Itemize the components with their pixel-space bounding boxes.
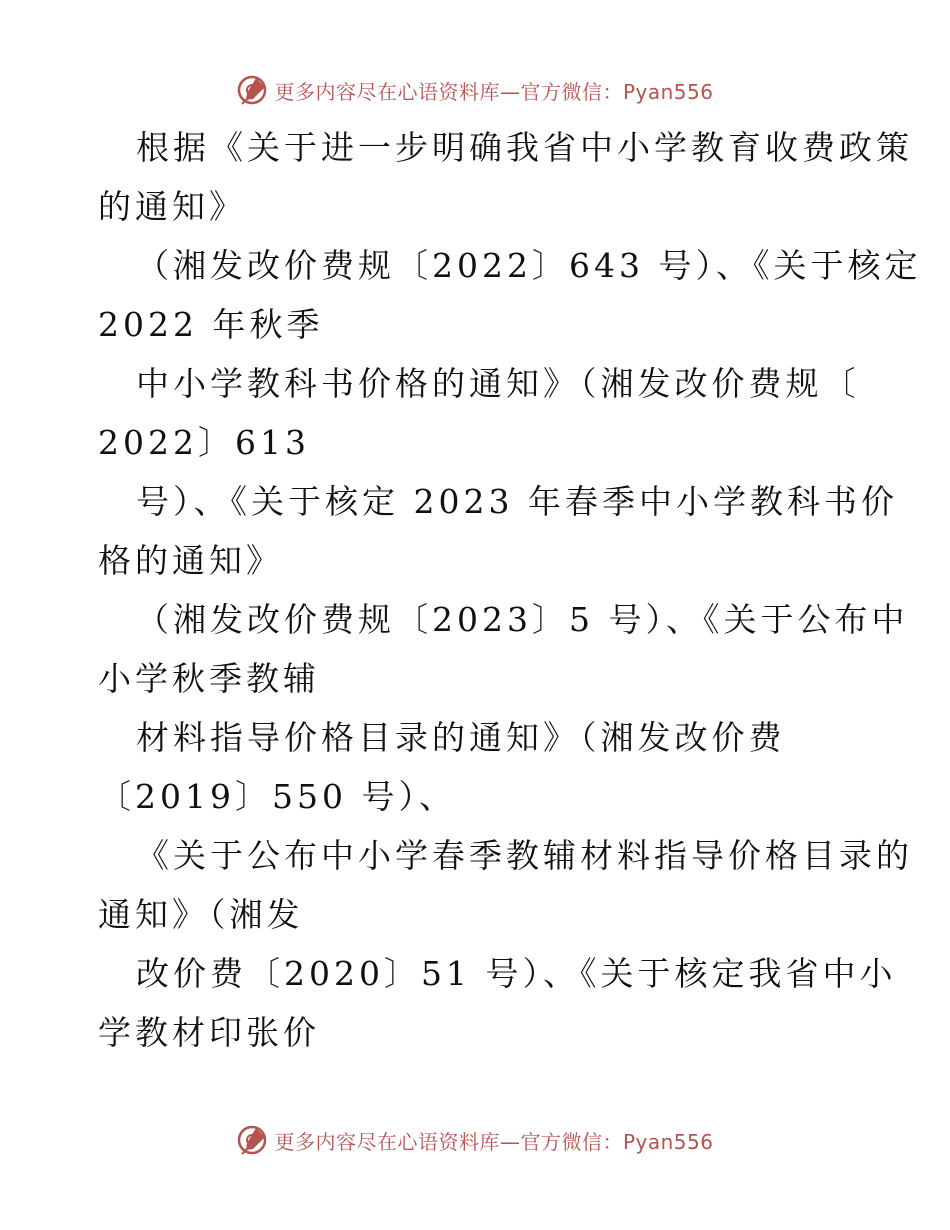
text-line: 材料指导价格目录的通知》（湘发改价费 xyxy=(136,718,786,757)
text-line: 改价费〔2020〕51 号）、《关于核定我省中小 xyxy=(136,954,897,993)
watermark-header xyxy=(0,70,950,110)
pen-circle-icon xyxy=(236,74,268,106)
text-line: 学教材印张价 xyxy=(98,1013,320,1052)
watermark-text: 更多内容尽在心语资料库—官方微信：Pyan556 xyxy=(274,79,714,104)
watermark-footer xyxy=(0,1120,950,1160)
pen-circle-icon xyxy=(236,1124,268,1156)
text-line: 通知》（湘发 xyxy=(98,895,304,934)
text-line: （湘发改价费规〔2023〕5 号）、《关于公布中 xyxy=(136,600,909,639)
text-line: 号）、《关于核定 2023 年春季中小学教科书价 xyxy=(136,482,898,521)
text-line: 的通知》 xyxy=(98,187,246,226)
text-line: 2022 年秋季 xyxy=(98,305,324,344)
text-line: 根据《关于进一步明确我省中小学教育收费政策 xyxy=(136,128,913,167)
text-line: 中小学教科书价格的通知》（湘发改价费规〔 xyxy=(136,364,860,403)
text-line: 《关于公布中小学春季教辅材料指导价格目录的 xyxy=(136,836,913,875)
text-line: 〔2019〕550 号）、 xyxy=(98,777,456,816)
text-line: （湘发改价费规〔2022〕643 号）、《关于核定 xyxy=(136,246,922,285)
document-body xyxy=(98,118,922,1062)
text-line: 2022〕613 xyxy=(98,423,310,462)
text-line: 小学秋季教辅 xyxy=(98,659,320,698)
text-line: 格的通知》 xyxy=(98,541,283,580)
watermark-text: 更多内容尽在心语资料库—官方微信：Pyan556 xyxy=(274,1129,714,1154)
